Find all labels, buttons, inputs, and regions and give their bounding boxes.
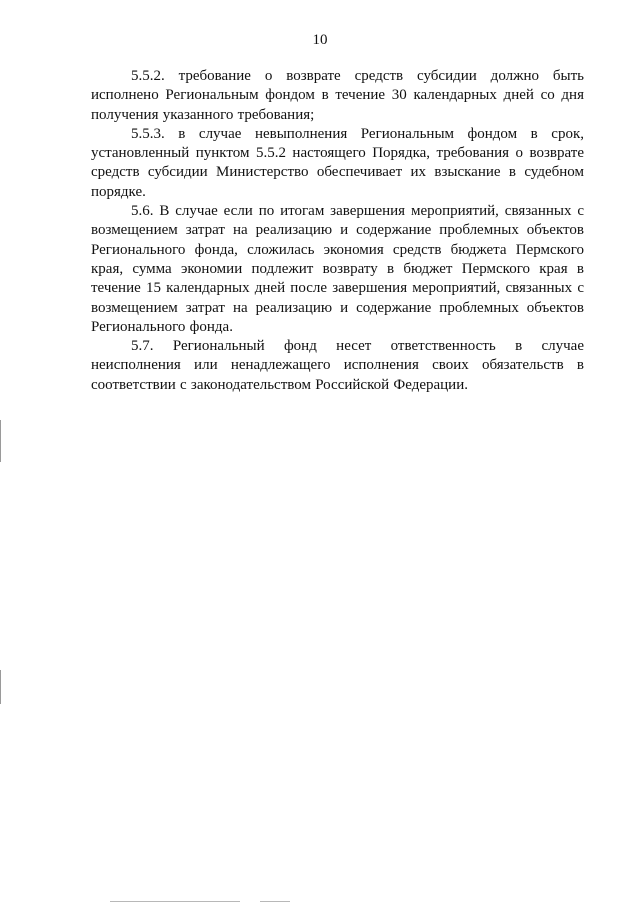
scan-edge-mark (0, 670, 1, 704)
paragraph-5-5-2: 5.5.2. требование о возврате средств субсидии должно быть исполнено Региональным фондом в течение 30 календарных дней со дня получения указанного требования; (91, 68, 584, 123)
scan-bottom-mark (110, 901, 240, 902)
paragraph-5-7: 5.7. Региональный фонд несет ответственность в случае неисполнения или ненадлежащего исполнения своих обязательств в соответствии с законодательством Российской Федерации. (91, 338, 584, 393)
scan-edge-mark (0, 420, 1, 462)
paragraph-5-6: 5.6. В случае если по итогам завершения мероприятий, связанных с возмещением затрат на реализацию и содержание проблемных объектов Регионального фонда, сложилась экономия средств бюджета Пермского края, сумма экономии подлежит возврату в бюджет Пермского края в течение 15 календарных дней после завершения мероприятий, связанных с возмещением затрат на реализацию и содержание проблемных объектов Регионального фонда. (91, 203, 584, 335)
page-number: 10 (312, 32, 328, 48)
paragraph-5-5-3: 5.5.3. в случае невыполнения Региональным фондом в срок, установленный пунктом 5.5.2 настоящего Порядка, требования о возврате средств субсидии Министерство обеспечивает их взыскание в судебном порядке. (91, 125, 584, 200)
document-body (91, 67, 584, 395)
scan-bottom-mark (260, 901, 290, 902)
